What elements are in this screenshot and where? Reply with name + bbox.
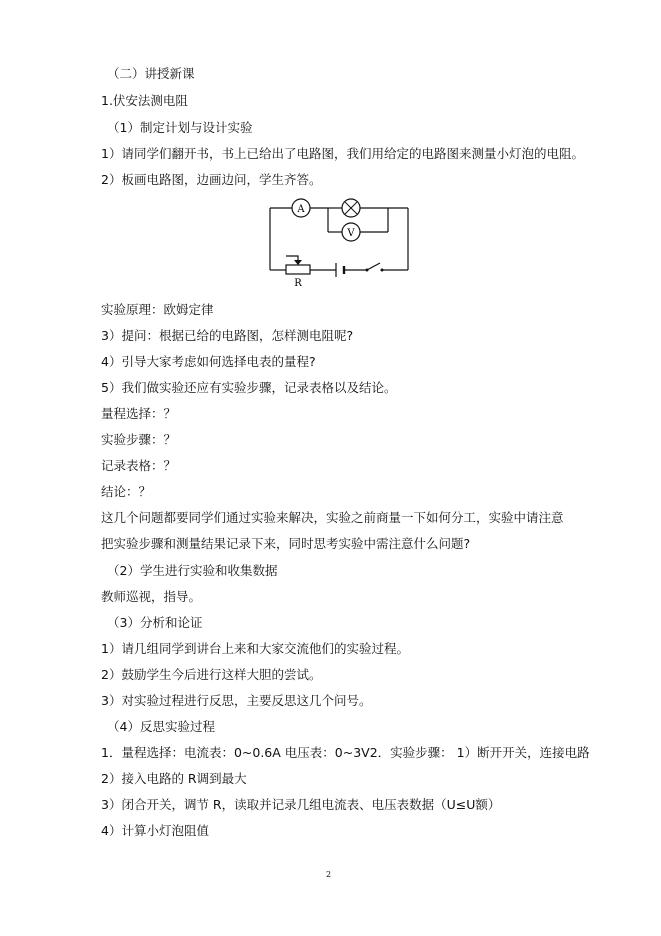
battery-symbol — [336, 263, 344, 277]
section-title: 1.伏安法测电阻 — [101, 93, 188, 108]
circuit-diagram — [262, 196, 422, 288]
text-line: 2）鼓励学生今后进行这样大胆的尝试。 — [101, 667, 322, 682]
subsection-title: （2）学生进行实验和收集数据 — [107, 563, 278, 578]
text-line: 1）请几组同学到讲台上来和大家交流他们的实验过程。 — [101, 641, 409, 656]
switch-symbol — [366, 263, 384, 272]
lecture-heading: （二）讲授新课 — [107, 66, 195, 81]
text-line: 5）我们做实验还应有实验步骤，记录表格以及结论。 — [101, 380, 397, 395]
rheostat-symbol — [286, 256, 310, 274]
voltmeter-label: V — [347, 228, 355, 239]
text-line: 3）对实验过程进行反思，主要反思这几个问号。 — [101, 693, 372, 708]
text-line: 4）引导大家考虑如何选择电表的量程? — [101, 354, 316, 369]
subsection-title: （1）制定计划与设计实验 — [107, 120, 253, 135]
text-line: 3）提问：根据已给的电路图，怎样测电阻呢? — [101, 328, 354, 343]
rheostat-label: R — [294, 278, 302, 288]
paragraph: 这几个问题都要同学们通过实验来解决，实验之前商量一下如何分工，实验中请注意把实验步骤和测量结果记录下来，同时思考实验中需注意什么问题? — [101, 510, 564, 551]
text-line: 教师巡视，指导。 — [101, 589, 202, 604]
text-line: 量程选择：？ — [101, 406, 177, 421]
text-line: 2）板画电路图，边画边问，学生齐答。 — [101, 172, 322, 187]
page-number: 2 — [326, 870, 332, 879]
text-line: 结论：？ — [101, 484, 152, 499]
lamp-symbol — [342, 199, 360, 217]
ammeter-label: A — [297, 204, 305, 215]
subsection-title: （3）分析和论证 — [107, 615, 203, 630]
text-line: 2）接入电路的 R调到最大 — [101, 771, 247, 786]
text-line: 实验原理：欧姆定律 — [101, 302, 214, 317]
text-line: 记录表格：？ — [101, 458, 177, 473]
text-line: 3）闭合开关，调节 R，读取并记录几组电流表、电压表数据（U≤U额） — [101, 797, 501, 812]
subsection-title: （4）反思实验过程 — [107, 719, 215, 734]
text-line: 1）请同学们翻开书，书上已给出了电路图，我们用给定的电路图来测量小灯泡的电阻。 — [101, 146, 584, 161]
text-line: 4）计算小灯泡阻值 — [101, 823, 209, 838]
text-line: 1．量程选择：电流表：0~0.6A 电压表：0~3V2．实验步骤： 1）断开开关，连接电路 — [101, 745, 590, 760]
text-line: 实验步骤：？ — [101, 432, 177, 447]
